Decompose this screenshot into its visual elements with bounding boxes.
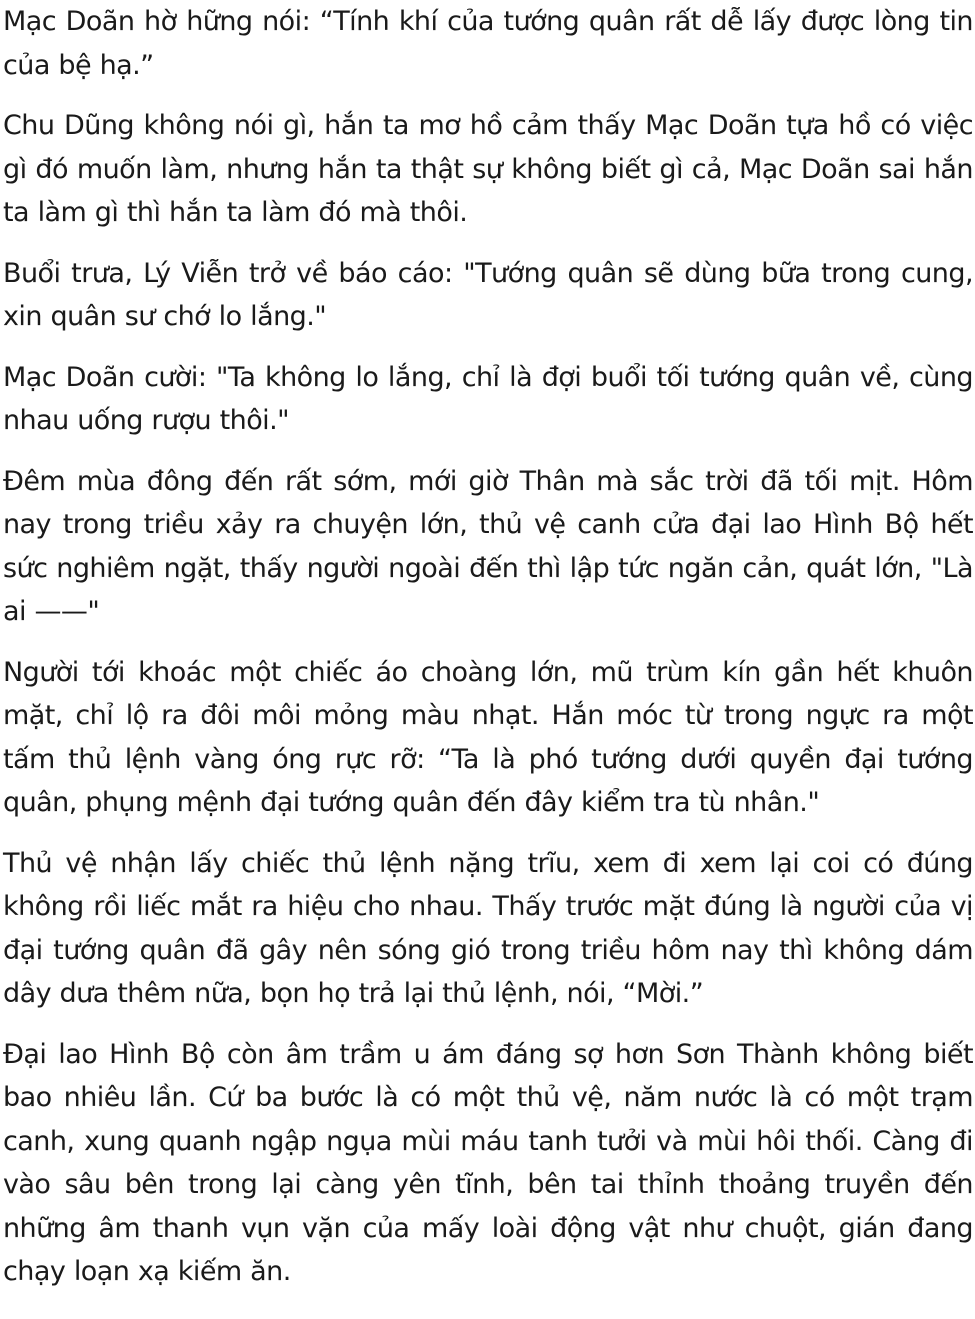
paragraph-7: Thủ vệ nhận lấy chiếc thủ lệnh nặng trĩu, xem đi xem lại coi có đúng không rồi liếc mắt ra hiệu cho nhau. Thấy trước mặt đúng là người của vị đại tướng quân đã gây nên sóng gió trong triều hôm nay thì không dám dây dưa thêm nữa, bọn họ trả lại thủ lệnh, nói, “Mời.” — [3, 847, 973, 1009]
paragraph-6: Người tới khoác một chiếc áo choàng lớn, mũ trùm kín gần hết khuôn mặt, chỉ lộ ra đôi môi mỏng màu nhạt. Hắn móc từ trong ngực ra một tấm thủ lệnh vàng óng rực rỡ: “Ta là phó tướng dưới quyền đại tướng quân, phụng mệnh đại tướng quân đến đây kiểm tra tù nhân." — [3, 656, 973, 818]
paragraph-5: Đêm mùa đông đến rất sớm, mới giờ Thân mà sắc trời đã tối mịt. Hôm nay trong triều xảy ra chuyện lớn, thủ vệ canh cửa đại lao Hình Bộ hết sức nghiêm ngặt, thấy người ngoài đến thì lập tức ngăn cản, quát lớn, "Là ai ——" — [3, 465, 973, 627]
paragraph-8: Đại lao Hình Bộ còn âm trầm u ám đáng sợ hơn Sơn Thành không biết bao nhiêu lần. Cứ ba bước là có một thủ vệ, năm nước là có một trạm canh, xung quanh ngập ngụa mùi máu tanh tưởi và mùi hôi thối. Càng đi vào sâu bên trong lại càng yên tĩnh, bên tai thỉnh thoảng truyền đến những âm thanh vụn vặn của mấy loài động vật như chuột, gián đang chạy loạn xạ kiếm ăn. — [3, 1038, 973, 1287]
paragraph-2: Chu Dũng không nói gì, hắn ta mơ hồ cảm thấy Mạc Doãn tựa hồ có việc gì đó muốn làm, nhưng hắn ta thật sự không biết gì cả, Mạc Doãn sai hắn ta làm gì thì hắn ta làm đó mà thôi. — [3, 110, 973, 228]
paragraph-1: Mạc Doãn hờ hững nói: “Tính khí của tướng quân rất dễ lấy được lòng tin của bệ hạ.” — [3, 6, 973, 81]
paragraph-3: Buổi trưa, Lý Viễn trở về báo cáo: "Tướng quân sẽ dùng bữa trong cung, xin quân sư chớ lo lắng." — [3, 257, 973, 332]
document-page — [3, 0, 973, 1311]
paragraph-4: Mạc Doãn cười: "Ta không lo lắng, chỉ là đợi buổi tối tướng quân về, cùng nhau uống rượu thôi." — [3, 361, 973, 436]
